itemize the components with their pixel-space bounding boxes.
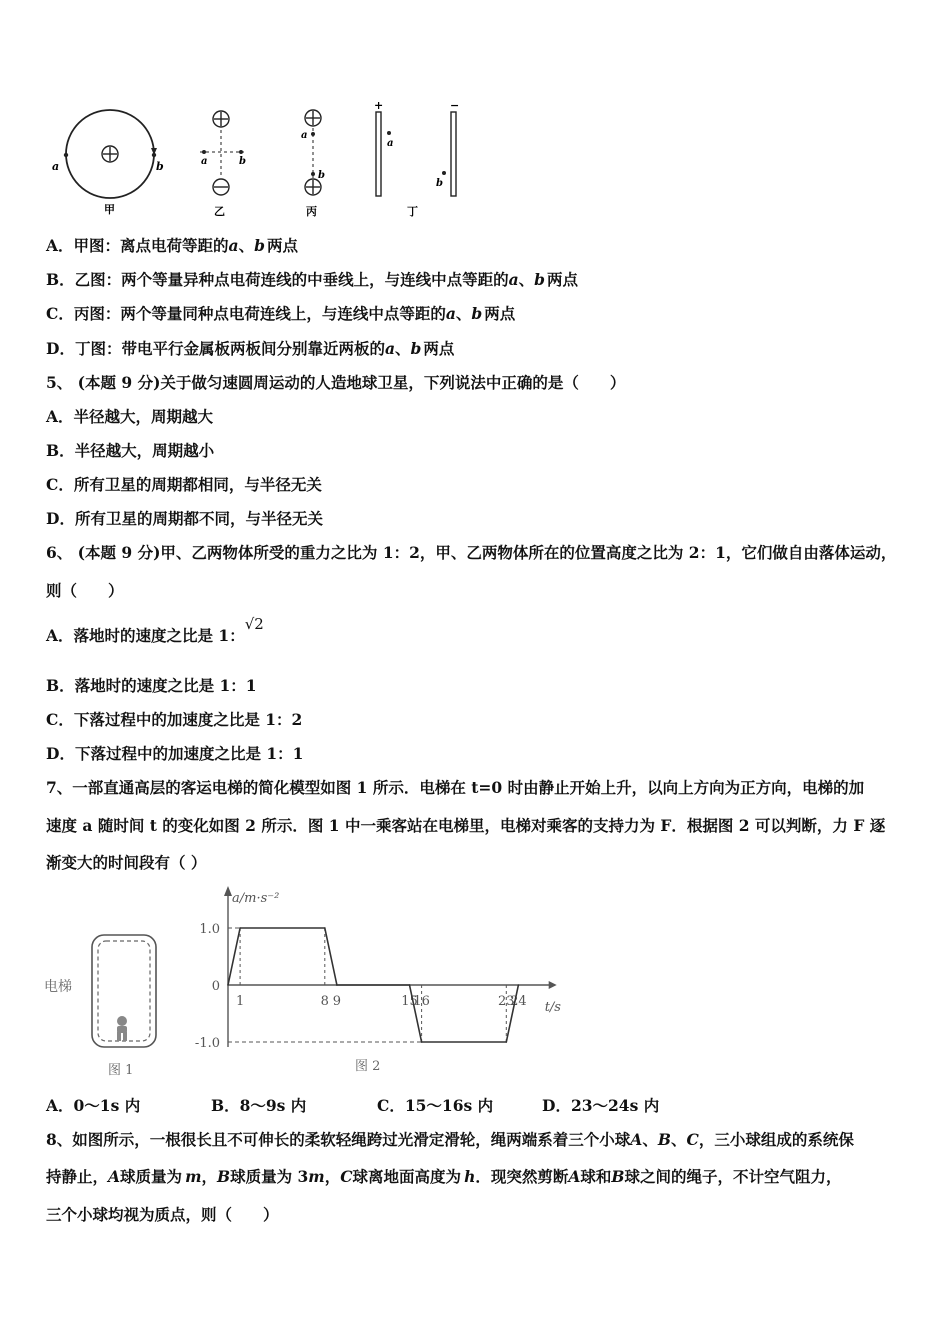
data-point [518,984,520,986]
elevator-figure [40,925,170,1085]
q4-option-d: D．丁图：带电平行金属板两板间分别靠近两板的a、b 两点 [46,339,455,358]
plus-sign: + [374,99,384,112]
q5-option-d: D．所有卫星的周期都不同，与半径无关 [46,509,323,528]
x-axis-label: t/s [544,1000,561,1015]
passenger-icon [117,1016,127,1041]
q6-option-b: B．落地时的速度之比是 1：1 [46,676,257,695]
x-tick-label: 9 [332,994,342,1009]
y-tick-label: 1.0 [199,922,220,937]
y-tick-label: -1.0 [194,1036,220,1051]
caption-bing: 丙 [306,205,317,218]
x-tick-label: 15 [401,994,418,1009]
data-point [227,984,229,986]
label-b: b [318,170,325,181]
figure-bing [301,110,325,218]
sqrt2: √2 [244,615,264,633]
y-axis-arrow [224,886,232,896]
caption-yi: 乙 [214,205,225,218]
figure-yi [200,111,246,218]
data-point [421,1041,423,1043]
q7-option-a: A．0～1s 内 [46,1096,141,1115]
y-tick-label: 0 [211,979,220,994]
q4-option-b: B．乙图：两个等量异种点电荷连线的中垂线上，与连线中点等距的a、b 两点 [46,270,579,289]
data-point [506,1041,508,1043]
q6-option-d: D．下落过程中的加速度之比是 1：1 [46,744,304,763]
q5-option-a: A．半径越大，周期越大 [46,407,214,426]
label-b: b [156,160,164,173]
q6-option-c: C．下落过程中的加速度之比是 1：2 [46,710,303,729]
q6-stem-line2: 则（ ） [46,581,124,600]
q7-stem-line3: 渐变大的时间段有（ ） [46,853,207,872]
fig1-caption: 图 1 [108,1063,134,1078]
x-tick-label: 8 [320,994,329,1009]
x-tick-label: 1 [235,994,245,1009]
y-axis-label: a/m·s⁻² [232,891,280,906]
fig2-caption: 图 2 [355,1059,381,1074]
q7-stem-line2: 速度 a 随时间 t 的变化如图 2 所示．图 1 中一乘客站在电梯里，电梯对乘客的支持力为 F．根据图 2 可以判断，力 F 逐 [46,816,886,835]
label-a: a [301,130,308,141]
label-a: a [387,138,394,149]
data-point [336,984,338,986]
x-tick-label: 23 [498,994,515,1009]
q6-stem-line1: 6、 (本题 9 分)甲、乙两物体所受的重力之比为 1：2，甲、乙两物体所在的位置高度之比为 2：1，它们做自由落体运动， [46,543,897,562]
q7-option-d: D．23～24s 内 [542,1096,660,1115]
minus-sign: − [450,99,460,112]
label-a: a [52,160,60,173]
q4-option-a: A．甲图：离点电荷等距的a、b 两点 [46,236,298,255]
elevator-label: 电梯 [44,979,72,995]
q6-option-a: A．落地时的速度之比是 1：√2 [46,615,264,645]
q4-option-c: C．丙图：两个等量同种点电荷连线上，与连线中点等距的a、b 两点 [46,304,516,323]
caption-ding: 丁 [407,205,418,218]
q7-option-c: C．15～16s 内 [377,1096,494,1115]
acceleration-time-chart [180,882,570,1077]
q7-stem-line1: 7、一部直通高层的客运电梯的简化模型如图 1 所示．电梯在 t=0 时由静止开始上升，以向上方向为正方向，电梯的加 [46,778,865,797]
q5-option-b: B．半径越大，周期越小 [46,441,215,460]
q4-figures [40,98,480,223]
x-axis-arrow [549,981,557,989]
label-b: b [239,156,246,167]
q8-stem-line2: 持静止，A球质量为 m，B球质量为 3m，C球离地面高度为 h．现突然剪断A球和B球之间的绳子，不计空气阻力， [46,1167,842,1186]
q5-option-c: C．所有卫星的周期都相同，与半径无关 [46,475,322,494]
data-point [324,927,326,929]
q7-option-b: B．8～9s 内 [211,1096,307,1115]
data-point [409,984,411,986]
label-b: b [436,178,443,189]
figure-ding [374,99,459,218]
q8-stem-line3: 三个小球均视为质点，则（ ） [46,1205,279,1224]
q8-stem-line1: 8、如图所示，一根很长且不可伸长的柔软轻绳跨过光滑定滑轮，绳两端系着三个小球A、B、C，三小球组成的系统保 [46,1130,854,1149]
x-tick-label: 24 [510,994,527,1009]
q5-stem: 5、 (本题 9 分)关于做匀速圆周运动的人造地球卫星，下列说法中正确的是（ ） [46,373,626,392]
figure-jia [52,110,164,216]
label-a: a [201,156,208,167]
caption-jia: 甲 [104,203,115,216]
x-tick-label: 16 [413,994,430,1009]
data-point [239,927,241,929]
